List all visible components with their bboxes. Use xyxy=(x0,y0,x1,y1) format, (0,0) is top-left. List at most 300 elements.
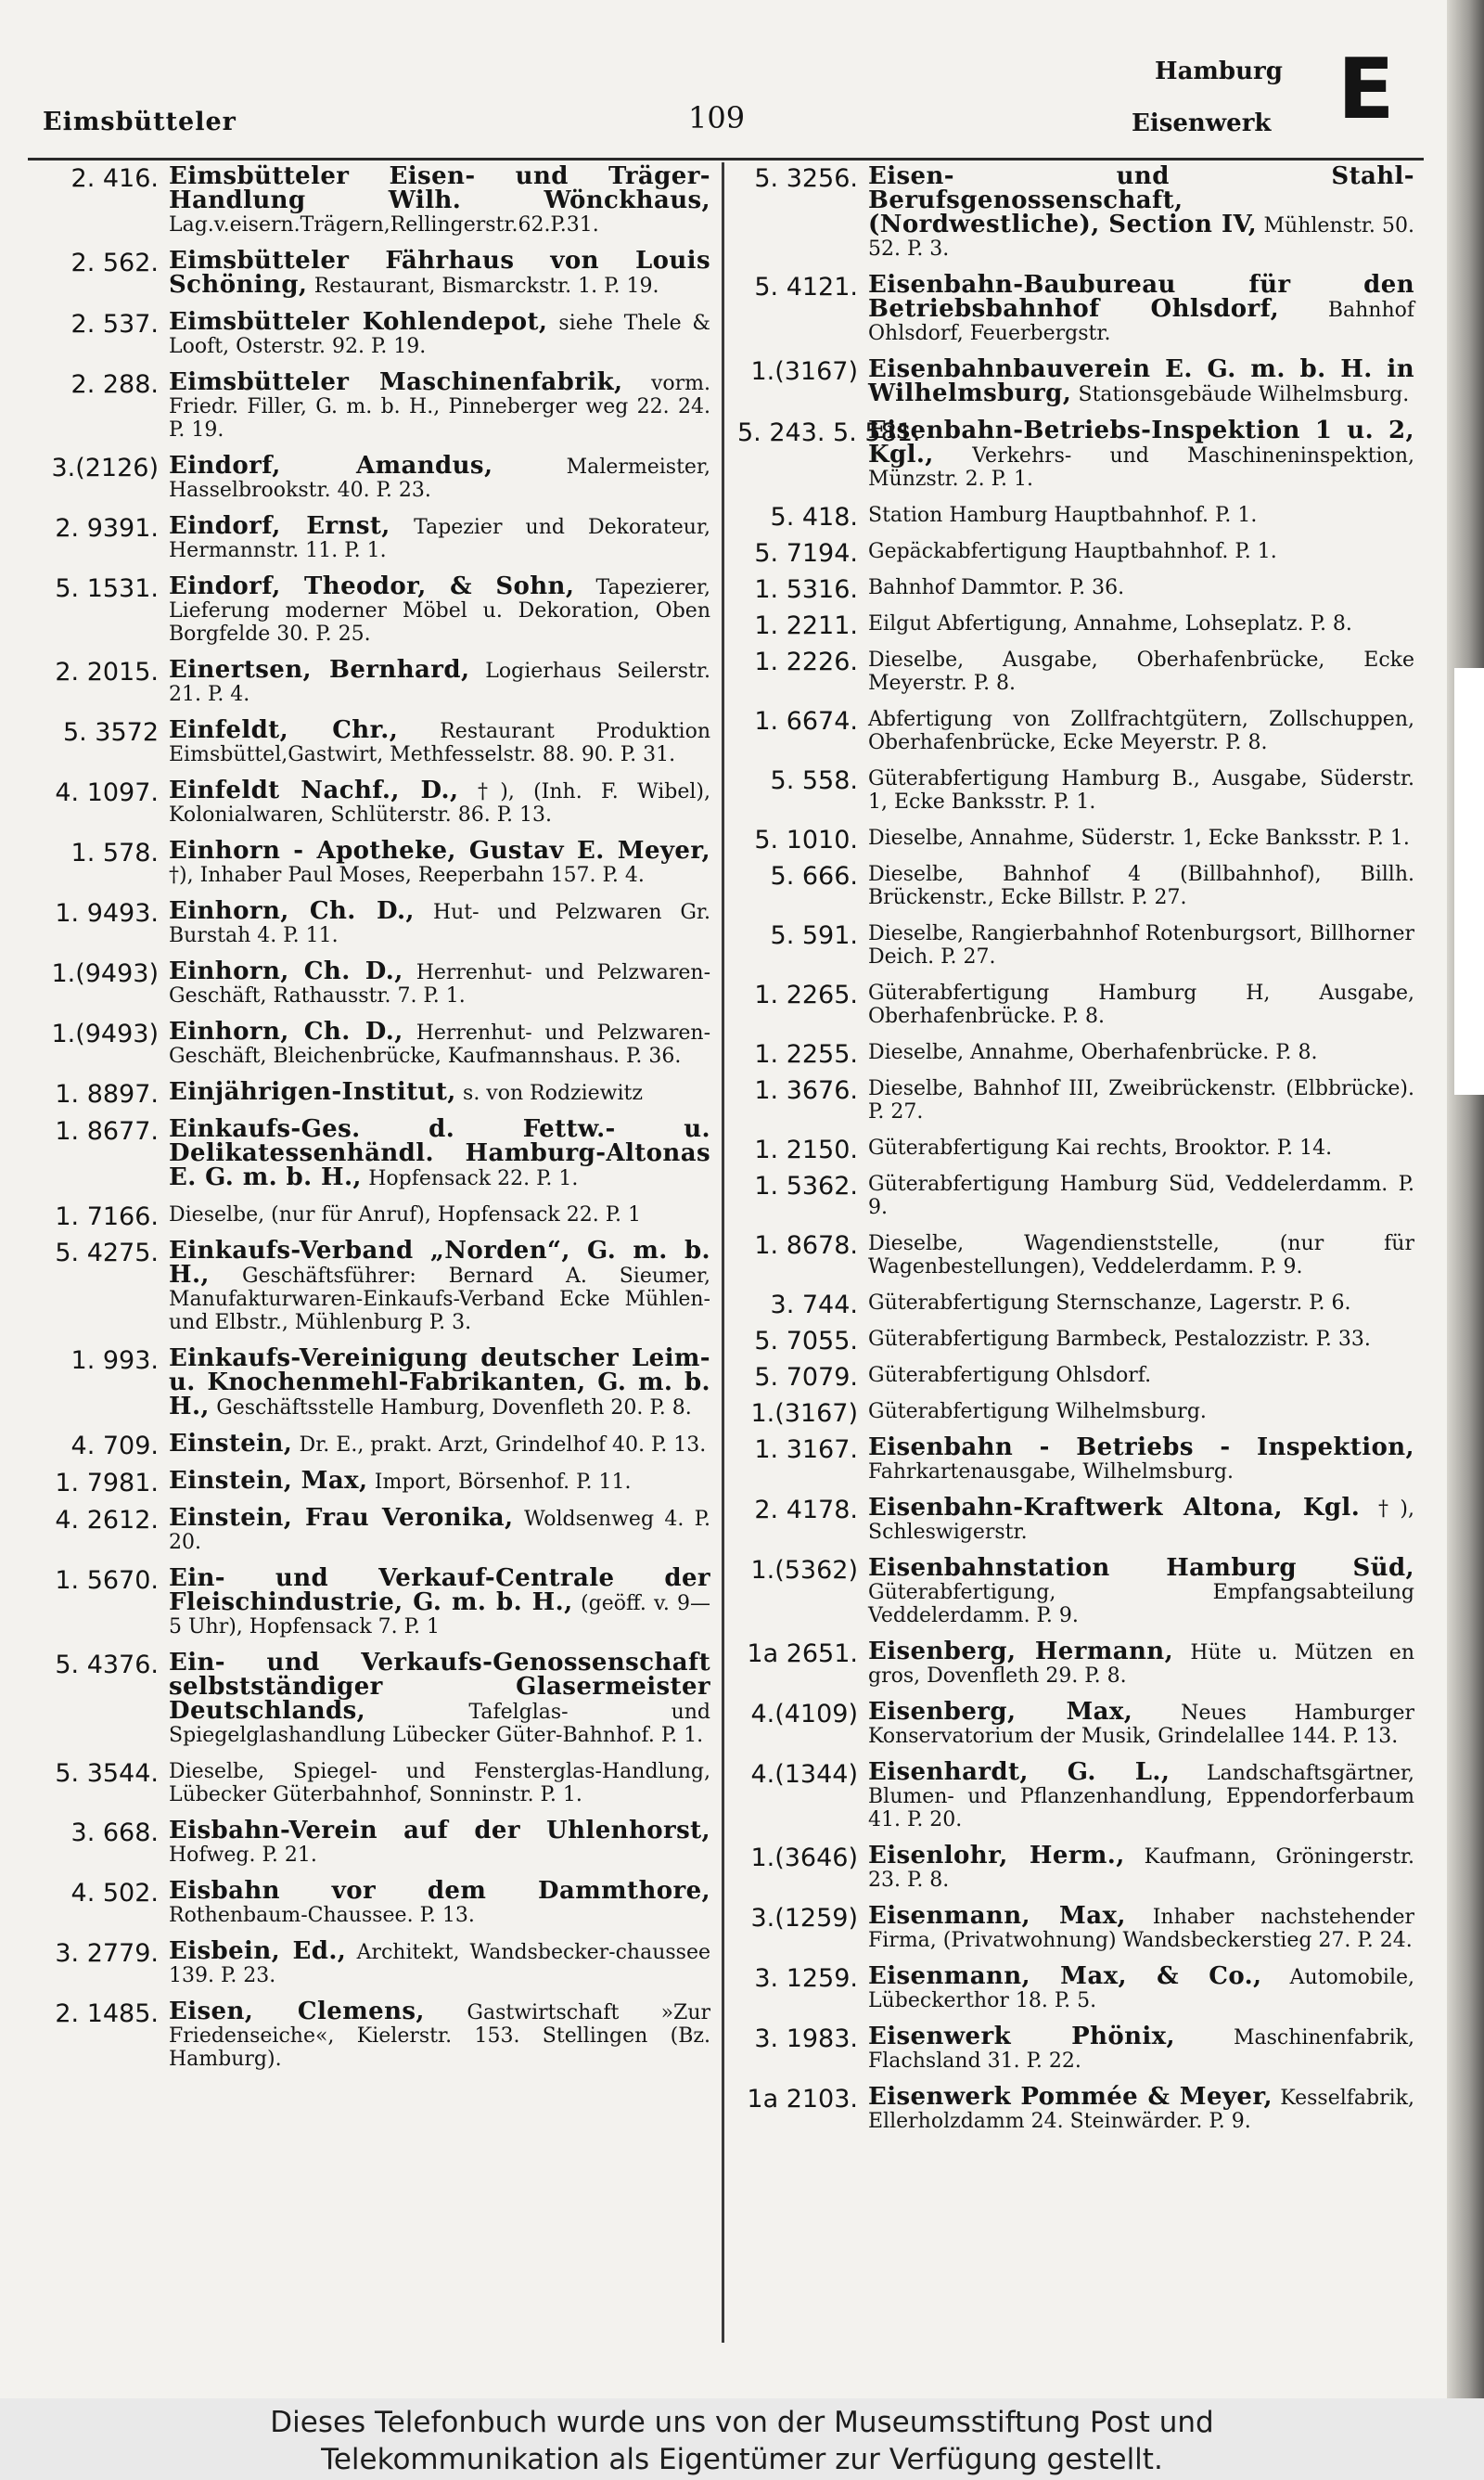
entry-name: Eisbahn-Verein auf der Uhlenhorst, xyxy=(169,1817,710,1844)
phone-number: 4.(1344) xyxy=(750,1760,858,1789)
entry-details: Tafelglas- und Spiegelglashandlung Lübecker Güter-Bahnhof. P. 1. xyxy=(169,1701,711,1747)
directory-entry xyxy=(33,656,710,706)
entry-text xyxy=(868,1844,1414,1892)
entry-details: Herrenhut- und Pelzwaren-Geschäft, Rathausstr. 7. P. 1. xyxy=(169,961,711,1008)
phone-number: 5. 591. xyxy=(770,921,858,950)
directory-entry xyxy=(737,826,1414,855)
footer-line-1: Dieses Telefonbuch wurde uns von der Museumsstiftung Post und xyxy=(270,2406,1214,2439)
phone-number: 2. 2015. xyxy=(55,658,159,687)
entry-details: Dieselbe, Wagendienststelle, (nur für Wagenbestellungen), Veddelerdamm. P. 9. xyxy=(868,1232,1414,1279)
directory-entry xyxy=(737,1758,1415,1831)
entry-name: Eisenwerk Phönix, xyxy=(868,2023,1176,2050)
entry-details: (geöff. v. 9—5 Uhr), Hopfensack 7. P. 1 xyxy=(169,1592,710,1638)
phone-number: 1. 578. xyxy=(70,839,159,867)
entry-text xyxy=(169,779,710,827)
phone-number: 1.(3646) xyxy=(750,1844,858,1872)
entry-details: Eilgut Abfertigung, Annahme, Lohseplatz. P. 8. xyxy=(868,612,1352,636)
phone-number: 1. 8677. xyxy=(55,1117,159,1146)
directory-entry xyxy=(737,419,1414,491)
entry-text xyxy=(868,1173,1414,1219)
directory-entry xyxy=(33,368,710,442)
phone-number: 1.(9493) xyxy=(51,1020,159,1048)
entry-name: Eisen- und Stahl-Berufsgenossenschaft, (Nordwestliche), Section IV, xyxy=(868,162,1414,238)
phone-number: 3. 744. xyxy=(770,1291,858,1319)
entry-name: Eisenbahn-Betriebs-Inspektion 1 u. 2, Kgl., xyxy=(868,417,1414,469)
phone-number: 5. 666. xyxy=(770,862,858,891)
entry-text xyxy=(169,1760,710,1806)
entry-details: Malermeister, Hasselbrookstr. 40. P. 23. xyxy=(169,456,711,502)
entry-details: Hut- und Pelzwaren Gr. Burstah 4. P. 11. xyxy=(169,901,710,947)
directory-entry xyxy=(737,1291,1414,1319)
entry-details: Güterabfertigung Hamburg Süd, Veddelerdamm. P. 9. xyxy=(868,1173,1414,1219)
entry-text xyxy=(868,1291,1414,1315)
right-column xyxy=(737,162,1415,2146)
entry-text xyxy=(169,957,711,1008)
phone-number: 1. 2211. xyxy=(754,611,858,640)
entry-name: Ein- und Verkaufs-Genossenschaft selbstständiger Glasermeister Deutschlands, xyxy=(169,1649,710,1725)
entry-name: Einhorn - Apotheke, Gustav E. Meyer, xyxy=(169,837,710,865)
entry-text xyxy=(169,1467,710,1495)
entry-details: Tapezier und Dekorateur, Hermannstr. 11. P. 1. xyxy=(169,516,711,562)
entry-text xyxy=(868,612,1414,636)
entry-name: Eisenbahnstation Hamburg Süd, xyxy=(868,1554,1414,1582)
entry-text xyxy=(868,2083,1414,2133)
phone-number: 1. 993. xyxy=(70,1346,159,1375)
entry-text xyxy=(868,922,1414,969)
entry-name: Eisenmann, Max, xyxy=(868,1902,1126,1930)
directory-entry xyxy=(737,649,1414,695)
entry-text xyxy=(868,576,1414,599)
directory-entry xyxy=(737,1640,1414,1688)
entry-details: Herrenhut- und Pelzwaren-Geschäft, Bleichenbrücke, Kaufmannshaus. P. 36. xyxy=(169,1022,711,1068)
phone-number: 5. 7055. xyxy=(754,1327,858,1356)
page-edge xyxy=(1447,0,1484,2398)
directory-entry xyxy=(737,2083,1414,2133)
phone-number: 1a 2651. xyxy=(747,1639,858,1668)
directory-entry xyxy=(33,1430,710,1460)
entry-details: Hopfensack 22. P. 1. xyxy=(368,1167,579,1190)
entry-name: Einstein, Max, xyxy=(169,1467,368,1495)
phone-number: 1. 5362. xyxy=(754,1172,858,1201)
phone-number: 5. 7079. xyxy=(754,1363,858,1392)
entry-details: Kesselfabrik, Ellerholzdamm 24. Steinwärder. P. 9. xyxy=(868,2087,1414,2133)
phone-number: 2. 288. xyxy=(70,370,159,399)
entry-details: Güterabfertigung Barmbeck, Pestalozzistr. P. 33. xyxy=(868,1328,1371,1351)
directory-entry xyxy=(33,247,710,299)
entry-text xyxy=(868,1232,1414,1279)
entry-details: Bahnhof Dammtor. P. 36. xyxy=(868,576,1125,599)
entry-details: Kaufmann, Gröningerstr. 23. P. 8. xyxy=(868,1845,1415,1892)
directory-entry xyxy=(33,1202,710,1231)
directory-entry xyxy=(737,1040,1414,1069)
entry-details: Rothenbaum-Chaussee. P. 13. xyxy=(169,1904,475,1927)
phone-number: 1. 7981. xyxy=(55,1469,159,1497)
directory-entry xyxy=(33,1115,710,1191)
entry-details: Automobile, Lübeckerthor 18. P. 5. xyxy=(868,1966,1414,2012)
entry-text xyxy=(169,716,711,766)
phone-number: 1. 5670. xyxy=(55,1566,159,1595)
entry-details: Geschäftsführer: Bernard A. Sieumer, Manufakturwaren-Einkaufs-Verband Ecke Mühlen- und Elbstr., Mühlenburg P. 3. xyxy=(169,1265,710,1334)
entry-details: Stationsgebäude Wilhelmsburg. xyxy=(1078,383,1410,406)
phone-number: 5. 418. xyxy=(770,503,858,532)
entry-details: siehe Thele & Looft, Osterstr. 92. P. 19. xyxy=(169,312,710,358)
entry-name: Einertsen, Bernhard, xyxy=(169,656,470,684)
entry-text xyxy=(868,767,1414,814)
entry-details: Bahnhof Ohlsdorf, Feuerbergstr. xyxy=(868,299,1415,345)
phone-number: 1.(3167) xyxy=(750,357,858,386)
phone-number: 4.(4109) xyxy=(750,1700,858,1728)
entry-details: Güterabfertigung Ohlsdorf. xyxy=(868,1364,1152,1387)
entry-name: Einkaufs-Vereinigung deutscher Leim- u. Knochenmehl-Fabrikanten, G. m. b. H., xyxy=(169,1344,710,1420)
entry-text xyxy=(868,1137,1414,1160)
directory-entry xyxy=(33,1078,710,1109)
entry-text xyxy=(868,2025,1414,2073)
entry-details: Dieselbe, Bahnhof III, Zweibrückenstr. (Elbbrücke). P. 27. xyxy=(868,1077,1414,1124)
directory-entry xyxy=(33,1564,710,1638)
entry-details: Dieselbe, Spiegel- und Fensterglas-Handlung, Lübecker Güterbahnhof, Sonninstr. P. 1. xyxy=(169,1760,710,1806)
directory-entry xyxy=(737,1136,1414,1164)
directory-entry xyxy=(33,1504,710,1554)
entry-details: Güterabfertigung Hamburg B., Ausgabe, Süderstr. 1, Ecke Banksstr. P. 1. xyxy=(868,767,1414,814)
entry-text xyxy=(868,708,1414,754)
entry-text xyxy=(169,656,710,706)
entry-details: Gepäckabfertigung Hauptbahnhof. P. 1. xyxy=(868,540,1277,563)
entry-text xyxy=(868,504,1414,527)
directory-entry xyxy=(33,1937,710,1987)
phone-number: 5. 4275. xyxy=(55,1239,159,1267)
header-city: Hamburg xyxy=(1155,58,1283,85)
directory-entry xyxy=(33,1760,710,1806)
entry-text xyxy=(169,1430,710,1458)
entry-text xyxy=(169,572,710,646)
entry-text xyxy=(169,368,710,442)
entry-text xyxy=(868,1077,1414,1124)
entry-text xyxy=(868,1698,1414,1748)
phone-number: 4. 709. xyxy=(70,1432,159,1460)
directory-entry xyxy=(737,863,1414,909)
entry-name: Einkaufs-Ges. d. Fettw.- u. Delikatessenhändl. Hamburg-Altonas E. G. m. b. H., xyxy=(169,1115,710,1191)
phone-number: 5. 3256. xyxy=(754,164,858,193)
directory-entry xyxy=(33,512,711,562)
entry-details: Abfertigung von Zollfrachtgütern, Zollschuppen, Oberhafenbrücke, Ecke Meyerstr. P. 8. xyxy=(868,708,1414,754)
directory-entry xyxy=(737,1363,1414,1392)
directory-entry xyxy=(737,1698,1414,1748)
entry-text xyxy=(169,2000,710,2071)
entry-text xyxy=(868,1494,1415,1544)
directory-entry xyxy=(737,1327,1414,1356)
phone-number: 5. 3544. xyxy=(55,1759,159,1788)
entry-name: Einstein, Frau Veronika, xyxy=(169,1504,514,1532)
entry-details: †), Schleswigerstr. xyxy=(868,1497,1415,1544)
entry-name: Eindorf, Theodor, & Sohn, xyxy=(169,572,575,600)
phone-number: 5. 7194. xyxy=(754,539,858,568)
phone-number: 3.(2126) xyxy=(51,454,159,482)
directory-entry xyxy=(33,1344,710,1420)
directory-entry xyxy=(737,611,1414,640)
phone-number: 2. 537. xyxy=(70,310,159,339)
phone-number: 5. 1010. xyxy=(754,826,858,855)
directory-entry xyxy=(737,708,1414,754)
entry-details: Geschäftsstelle Hamburg, Dovenfleth 20. P. 8. xyxy=(216,1396,692,1420)
entry-text xyxy=(169,1078,710,1106)
phone-number: 5. 4121. xyxy=(754,273,858,302)
entry-name: Eisenlohr, Herm., xyxy=(868,1842,1125,1870)
entry-text xyxy=(169,247,710,299)
entry-text xyxy=(868,1554,1414,1627)
phone-number: 1.(9493) xyxy=(51,959,159,988)
entry-details: Verkehrs- und Maschineninspektion, Münzstr. 2. P. 1. xyxy=(868,444,1414,491)
entry-name: Einfeldt Nachf., D., xyxy=(169,777,459,804)
directory-entry xyxy=(737,767,1414,814)
entry-text xyxy=(169,1819,710,1867)
directory-entry xyxy=(33,308,710,358)
phone-number: 3. 1259. xyxy=(754,1964,858,1993)
entry-details: Fahrkartenausgabe, Wilhelmsburg. xyxy=(868,1460,1234,1484)
entry-name: Eisenhardt, G. L., xyxy=(868,1758,1171,1786)
entry-details: Station Hamburg Hauptbahnhof. P. 1. xyxy=(868,504,1258,527)
phone-number: 4. 2612. xyxy=(55,1506,159,1535)
entry-name: Eisbein, Ed., xyxy=(169,1937,347,1965)
entry-details: †), Inhaber Paul Moses, Reeperbahn 157. P. 4. xyxy=(169,864,645,887)
column-divider xyxy=(722,162,724,2343)
entry-text xyxy=(169,308,710,358)
phone-number: 5. 243. 5. 581. xyxy=(737,418,921,447)
entry-details: Lag.v.eisern.Trägern,Rellingerstr.62.P.31. xyxy=(169,213,599,237)
entry-details: Hofweg. P. 21. xyxy=(169,1844,317,1867)
entry-text xyxy=(169,162,710,237)
entry-details: Güterabfertigung, Empfangsabteilung Veddelerdamm. P. 9. xyxy=(868,1581,1414,1627)
entry-text xyxy=(169,1344,710,1420)
entry-details: s. von Rodziewitz xyxy=(463,1082,643,1105)
entry-name: Eisenbahn-Kraftwerk Altona, Kgl. xyxy=(868,1494,1361,1522)
entry-name: Eisenbahn - Betriebs - Inspektion, xyxy=(868,1433,1414,1461)
entry-text xyxy=(868,1902,1414,1952)
phone-number: 1. 5316. xyxy=(754,575,858,604)
entry-name: Eisenberg, Max, xyxy=(868,1698,1133,1726)
entry-details: Import, Börsenhof. P. 11. xyxy=(374,1471,632,1494)
entry-text xyxy=(868,1962,1414,2012)
entry-text xyxy=(868,419,1414,491)
entry-name: Eimsbütteler Fährhaus von Louis Schöning, xyxy=(169,247,710,299)
directory-entry xyxy=(737,1494,1415,1544)
directory-entry xyxy=(33,1237,710,1334)
phone-number: 2. 1485. xyxy=(55,1999,159,2028)
entry-name: Eimsbütteler Eisen- und Träger-Handlung Wilh. Wönckhaus, xyxy=(169,162,710,214)
phone-number: 2. 562. xyxy=(70,249,159,277)
directory-entry xyxy=(33,2000,710,2071)
phone-number: 3. 668. xyxy=(70,1818,159,1847)
entry-name: Eisenberg, Hermann, xyxy=(868,1638,1174,1665)
entry-text xyxy=(868,827,1414,850)
phone-number: 4. 502. xyxy=(70,1879,159,1908)
entry-text xyxy=(169,1504,710,1554)
entry-name: Eindorf, Amandus, xyxy=(169,452,493,480)
footer-notice xyxy=(0,2398,1484,2480)
phone-number: 2. 9391. xyxy=(55,514,159,543)
entry-details: Güterabfertigung Wilhelmsburg. xyxy=(868,1400,1207,1423)
phone-number: 1a 2103. xyxy=(747,2085,858,2114)
entry-text xyxy=(169,837,710,887)
directory-entry xyxy=(33,1819,710,1867)
phone-number: 1. 3676. xyxy=(754,1076,858,1105)
phone-number: 5. 1531. xyxy=(55,574,159,603)
entry-name: Einhorn, Ch. D., xyxy=(169,1018,403,1046)
directory-entry xyxy=(33,779,710,827)
entry-text xyxy=(169,1651,710,1747)
directory-entry xyxy=(737,1232,1414,1279)
phone-number: 1.(3167) xyxy=(750,1399,858,1428)
phone-number: 1. 2150. xyxy=(754,1136,858,1164)
entry-text xyxy=(868,540,1414,563)
entry-name: Eindorf, Ernst, xyxy=(169,512,390,540)
footer-line-2: Telekommunikation als Eigentümer zur Verfügung gestellt. xyxy=(321,2443,1163,2476)
directory-entry xyxy=(737,1902,1414,1952)
entry-text xyxy=(868,1758,1415,1831)
directory-entry xyxy=(33,572,710,646)
phone-number: 1. 6674. xyxy=(754,707,858,736)
entry-text xyxy=(868,1328,1414,1351)
directory-entry xyxy=(737,1173,1414,1219)
header-range-end: Eisenwerk xyxy=(1132,109,1272,137)
directory-entry xyxy=(737,575,1414,604)
phone-number: 1. 2265. xyxy=(754,981,858,1009)
entry-text xyxy=(868,649,1414,695)
phone-number: 1. 2226. xyxy=(754,648,858,676)
entry-text xyxy=(169,1937,710,1987)
phone-number: 1. 8897. xyxy=(55,1080,159,1109)
entry-name: Einkaufs-Verband „Norden“, G. m. b. H., xyxy=(169,1237,710,1289)
phone-number: 1. 3167. xyxy=(754,1435,858,1464)
entry-text xyxy=(169,512,711,562)
entry-name: Eimsbütteler Kohlendepot, xyxy=(169,308,548,336)
entry-text xyxy=(868,1433,1414,1484)
entry-details: Landschaftsgärtner, Blumen- und Pflanzenhandlung, Eppendorferbaum 41. P. 20. xyxy=(868,1762,1415,1831)
entry-text xyxy=(868,982,1414,1028)
header-rule xyxy=(28,158,1424,161)
entry-details: Dieselbe, Rangierbahnhof Rotenburgsort, Billhorner Deich. P. 27. xyxy=(868,922,1414,969)
paper-tab xyxy=(1454,668,1484,1095)
directory-entry xyxy=(33,897,710,947)
entry-details: Dieselbe, Annahme, Oberhafenbrücke. P. 8. xyxy=(868,1041,1318,1064)
entry-details: Mühlenstr. 50. 52. P. 3. xyxy=(868,214,1415,261)
entry-text xyxy=(169,1203,710,1227)
entry-name: Einhorn, Ch. D., xyxy=(169,897,415,925)
entry-text xyxy=(169,1564,710,1638)
phone-number: 2. 416. xyxy=(70,164,159,193)
directory-entry xyxy=(737,271,1415,345)
entry-name: Einjährigen-Institut, xyxy=(169,1078,456,1106)
directory-entry xyxy=(33,162,710,237)
directory-entry xyxy=(33,1018,711,1068)
entry-text xyxy=(169,1237,710,1334)
directory-entry xyxy=(33,1877,710,1927)
directory-entry xyxy=(33,1651,710,1747)
page-number: 109 xyxy=(688,100,746,135)
entry-text xyxy=(868,1640,1414,1688)
phone-number: 3.(1259) xyxy=(750,1904,858,1933)
entry-text xyxy=(169,897,710,947)
entry-text xyxy=(169,1115,710,1191)
entry-details: Inhaber nachstehender Firma, (Privatwohnung) Wandsbeckerstieg 27. P. 24. xyxy=(868,1906,1414,1952)
entry-name: Ein- und Verkauf-Centrale der Fleischindustrie, G. m. b. H., xyxy=(169,1564,710,1616)
entry-details: Gastwirtschaft »Zur Friedenseiche«, Kielerstr. 153. Stellingen (Bz. Hamburg). xyxy=(169,2001,711,2071)
phone-number: 5. 3572 xyxy=(62,718,159,747)
entry-name: Eisenbahn-Baubureau für den Betriebsbahnhof Ohlsdorf, xyxy=(868,271,1414,323)
left-column xyxy=(33,162,711,2084)
entry-name: Eisenwerk Pommée & Meyer, xyxy=(868,2083,1273,2111)
directory-entry xyxy=(737,922,1414,969)
entry-details: Woldsenweg 4. P. 20. xyxy=(169,1508,710,1554)
directory-entry xyxy=(33,957,711,1008)
entry-text xyxy=(868,162,1415,261)
phone-number: 3. 1983. xyxy=(754,2024,858,2053)
directory-entry xyxy=(33,1467,710,1497)
entry-text xyxy=(169,1018,711,1068)
entry-name: Eisenbahnbauverein E. G. m. b. H. in Wilhelmsburg, xyxy=(868,355,1414,407)
entry-name: Eisen, Clemens, xyxy=(169,1998,425,2025)
entry-name: Eisbahn vor dem Dammthore, xyxy=(169,1877,710,1905)
directory-entry xyxy=(737,1433,1414,1484)
directory-entry xyxy=(737,2025,1414,2073)
entry-details: Dieselbe, Ausgabe, Oberhafenbrücke, Ecke Meyerstr. P. 8. xyxy=(868,649,1414,695)
entry-details: Architekt, Wandsbecker-chaussee 139. P. 23. xyxy=(169,1941,710,1987)
entry-text xyxy=(868,1400,1414,1423)
entry-text xyxy=(868,1364,1414,1387)
directory-entry xyxy=(737,1554,1414,1627)
entry-text xyxy=(868,1041,1414,1064)
phone-number: 1. 2255. xyxy=(754,1040,858,1069)
directory-entry xyxy=(737,355,1414,407)
phone-number: 5. 558. xyxy=(770,766,858,795)
phone-number: 3. 2779. xyxy=(55,1939,159,1968)
entry-details: Dieselbe, (nur für Anruf), Hopfensack 22. P. 1 xyxy=(169,1203,642,1227)
phone-number: 1. 7166. xyxy=(55,1202,159,1231)
phone-number: 1.(5362) xyxy=(750,1556,858,1585)
entry-text xyxy=(868,355,1414,407)
phone-number: 1. 9493. xyxy=(55,899,159,928)
entry-name: Einfeldt, Chr., xyxy=(169,716,399,744)
directory-entry xyxy=(737,982,1414,1028)
directory-entry xyxy=(33,452,711,502)
entry-details: Restaurant Produktion Eimsbüttel,Gastwirt, Methfesselstr. 88. 90. P. 31. xyxy=(169,720,711,766)
directory-entry xyxy=(737,162,1415,261)
entry-details: Dieselbe, Bahnhof 4 (Billbahnhof), Billh. Brückenstr., Ecke Billstr. P. 27. xyxy=(868,863,1414,909)
entry-details: Güterabfertigung Kai rechts, Brooktor. P. 14. xyxy=(868,1137,1333,1160)
directory-entry xyxy=(737,1844,1414,1892)
entry-details: Dieselbe, Annahme, Süderstr. 1, Ecke Banksstr. P. 1. xyxy=(868,827,1410,850)
entry-details: Logierhaus Seilerstr. 21. P. 4. xyxy=(169,660,710,706)
entry-details: Restaurant, Bismarckstr. 1. P. 19. xyxy=(313,275,659,298)
phone-number: 2. 4178. xyxy=(754,1496,858,1524)
entry-details: †), (Inh. F. Wibel), Kolonialwaren, Schlüterstr. 86. P. 13. xyxy=(169,780,711,827)
entry-details: Güterabfertigung Sternschanze, Lagerstr. P. 6. xyxy=(868,1291,1351,1315)
entry-name: Einhorn, Ch. D., xyxy=(169,957,403,985)
phone-number: 5. 4376. xyxy=(55,1651,159,1679)
entry-name: Eisenmann, Max, & Co., xyxy=(868,1962,1262,1990)
directory-entry xyxy=(33,716,711,766)
entry-details: Hüte u. Mützen en gros, Dovenfleth 29. P. 8. xyxy=(868,1641,1414,1688)
directory-entry xyxy=(737,1962,1414,2012)
directory-entry xyxy=(33,837,710,887)
entry-details: Dr. E., prakt. Arzt, Grindelhof 40. P. 13. xyxy=(299,1433,707,1457)
entry-text xyxy=(169,452,711,502)
section-letter: E xyxy=(1337,41,1395,138)
directory-entry xyxy=(737,1399,1414,1428)
entry-details: Tapezierer, Lieferung moderner Möbel u. Dekoration, Oben Borgfelde 30. P. 25. xyxy=(169,576,710,646)
directory-entry xyxy=(737,1077,1414,1124)
entry-text xyxy=(169,1877,710,1927)
entry-text xyxy=(868,863,1414,909)
